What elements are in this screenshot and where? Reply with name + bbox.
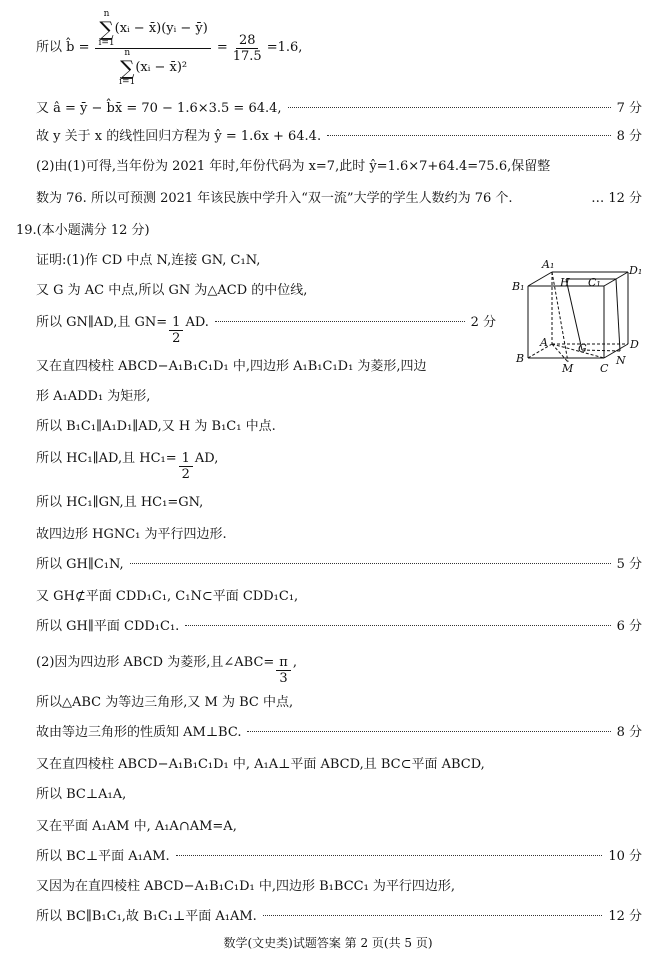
proof-line: 所以 B₁C₁∥A₁D₁∥AD,又 H 为 B₁C₁ 中点.: [36, 419, 276, 434]
proof-line: 所以 GN∥AD,且 GN= $\frac{1}{2}$ AD. 2 分: [36, 315, 496, 346]
label-m: M: [562, 362, 574, 375]
sum-symbol: n ∑ i=1: [98, 8, 115, 48]
proof-line: (2)因为四边形 ABCD 为菱形,且∠ABC= $\frac{\pi}{3}$ ,: [36, 655, 297, 686]
slope-result: =1.6,: [266, 40, 303, 55]
proof-line: 所以△ABC 为等边三角形,又 M 为 BC 中点,: [36, 695, 294, 710]
proof-line: 又因为在直四棱柱 ABCD−A₁B₁C₁D₁ 中,四边形 B₁BCC₁ 为平行四边形,: [36, 879, 456, 894]
proof-line: 所以 BC∥B₁C₁,故 B₁C₁⊥平面 A₁AM. 12 分: [36, 909, 642, 924]
score-mark: 5 分: [616, 557, 642, 572]
score-mark: 7 分: [616, 101, 642, 116]
label-g: G: [578, 342, 587, 355]
label-d: D: [630, 338, 639, 351]
score-mark: 8 分: [616, 129, 642, 144]
slope-prefix: 所以 b̂ =: [36, 40, 90, 55]
proof-line: 所以 BC⊥A₁A,: [36, 787, 127, 802]
sum-symbol: n ∑ i=1: [119, 47, 136, 87]
question-19-header: 19.(本小题满分 12 分): [16, 223, 150, 238]
proof-line: 故四边形 HGNC₁ 为平行四边形.: [36, 527, 227, 542]
figure-labels: [508, 258, 648, 376]
page-footer: 数学(文史类)试题答案 第 2 页(共 5 页): [223, 936, 433, 950]
label-n: N: [616, 354, 626, 367]
proof-line: 故由等边三角形的性质知 AM⊥BC. 8 分: [36, 725, 642, 740]
proof-line: 又 GH⊄平面 CDD₁C₁, C₁N⊂平面 CDD₁C₁,: [36, 589, 299, 604]
score-mark: 6 分: [616, 619, 642, 634]
slope-fraction: [95, 10, 210, 87]
regression-equation-line: 故 y 关于 x 的线性回归方程为 ŷ = 1.6x + 64.4. 8 分: [36, 129, 642, 144]
label-c1: C₁: [588, 276, 601, 289]
proof-line: 形 A₁ADD₁ 为矩形,: [36, 389, 151, 404]
half-fraction: $\frac{1}{2}$: [169, 315, 183, 346]
label-b: B: [516, 352, 525, 365]
label-h: H: [560, 276, 570, 289]
score-mark: … 12 分: [591, 191, 642, 206]
value-fraction: $\frac{28}{17.5}$: [232, 32, 262, 64]
proof-line: 所以 BC⊥平面 A₁AM. 10 分: [36, 849, 642, 864]
pi-over-three-fraction: $\frac{\pi}{3}$: [276, 655, 291, 686]
numerator-expression: (xᵢ − x̄)(yᵢ − ȳ): [114, 21, 208, 36]
half-fraction: $\frac{1}{2}$: [179, 451, 193, 482]
intercept-line: 又 â = ȳ − b̂x̄ = 70 − 1.6×3.5 = 64.4, 7 分: [36, 101, 642, 116]
proof-line: 证明:(1)作 CD 中点 N,连接 GN, C₁N,: [36, 253, 261, 268]
score-mark: 10 分: [608, 849, 642, 864]
proof-line: 又在直四棱柱 ABCD−A₁B₁C₁D₁ 中,四边形 A₁B₁C₁D₁ 为菱形,四边: [36, 359, 427, 374]
proof-line: 又 G 为 AC 中点,所以 GN 为△ACD 的中位线,: [36, 283, 308, 298]
prediction-line-1: (2)由(1)可得,当年份为 2021 年时,年份代码为 x=7,此时 ŷ=1.6×7+64.4=75.6,保留整: [36, 159, 551, 174]
proof-line: 又在直四棱柱 ABCD−A₁B₁C₁D₁ 中, A₁A⊥平面 ABCD,且 BC⊂平面 ABCD,: [36, 757, 485, 772]
proof-line: 又在平面 A₁AM 中, A₁A∩AM=A,: [36, 819, 237, 834]
proof-line: 所以 GH∥平面 CDD₁C₁. 6 分: [36, 619, 642, 634]
score-mark: 12 分: [608, 909, 642, 924]
label-b1: B₁: [512, 280, 525, 293]
denominator-expression: (xᵢ − x̄)²: [135, 60, 188, 75]
label-c: C: [600, 362, 609, 375]
proof-line: 所以 HC₁∥AD,且 HC₁= $\frac{1}{2}$ AD,: [36, 451, 219, 482]
prediction-line-2: 数为 76. 所以可预测 2021 年该民族中学升入“双一流”大学的学生人数约为 76 个. … 12 分: [36, 191, 642, 206]
score-mark: 2 分: [470, 315, 496, 330]
slope-formula: 所以 b̂ = n ∑ i=1 (xᵢ − x̄)(yᵢ − ȳ) n ∑ i=1 (xᵢ − x̄)² = $\frac{28}{17.5}$ =1.6,: [36, 8, 303, 87]
label-a: A: [540, 336, 548, 349]
proof-line: 所以 GH∥C₁N, 5 分: [36, 557, 642, 572]
label-a1: A₁: [542, 258, 555, 271]
score-mark: 8 分: [616, 725, 642, 740]
label-d1: D₁: [629, 264, 643, 277]
proof-line: 所以 HC₁∥GN,且 HC₁=GN,: [36, 495, 204, 510]
